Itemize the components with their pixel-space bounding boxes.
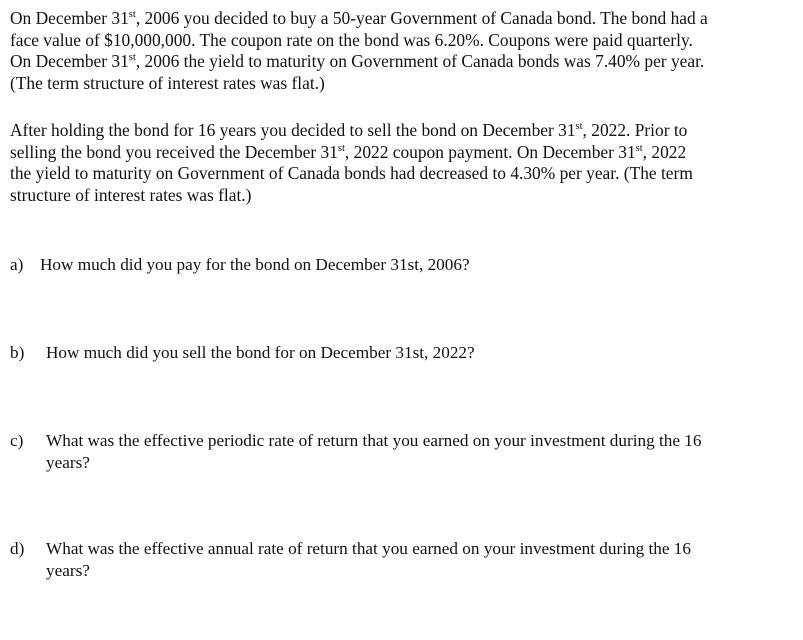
question-a-letter: a) xyxy=(10,255,24,274)
question-a xyxy=(10,254,800,276)
question-d-text xyxy=(46,538,800,582)
question-c-line-1: What was the effective periodic rate of return that you earned on your investment during the 16 xyxy=(46,431,702,450)
paragraph-2-line-2: selling the bond you received the December 31st, 2022 coupon payment. On December 31st, 2022 xyxy=(10,141,687,162)
paragraph-1-line-4: (The term structure of interest rates was flat.) xyxy=(10,72,325,93)
question-d-line-1: What was the effective annual rate of return that you earned on your investment during the 16 xyxy=(46,539,691,558)
question-d-letter: d) xyxy=(10,539,25,558)
question-a-line-1: How much did you pay for the bond on December 31st, 2006? xyxy=(40,255,470,274)
problem-paragraph-1 xyxy=(10,8,800,94)
question-b-line-1: How much did you sell the bond for on December 31st, 2022? xyxy=(46,343,475,362)
question-c-letter: c) xyxy=(10,431,24,450)
question-b-text xyxy=(46,342,800,364)
question-c xyxy=(10,430,800,474)
question-b xyxy=(10,342,800,364)
question-c-line-2: years? xyxy=(46,453,90,472)
question-a-text xyxy=(40,254,800,276)
question-b-letter: b) xyxy=(10,343,25,362)
paragraph-1-line-2: face value of $10,000,000. The coupon rate on the bond was 6.20%. Coupons were paid quarterly. xyxy=(10,29,693,50)
paragraph-1-line-3: On December 31st, 2006 the yield to maturity on Government of Canada bonds was 7.40% per year. xyxy=(10,51,705,71)
paragraph-2-line-3: the yield to maturity on Government of Canada bonds had decreased to 4.30% per year. (The term xyxy=(10,163,693,183)
paragraph-2-line-4: structure of interest rates was flat.) xyxy=(10,184,252,205)
question-c-text xyxy=(46,430,800,474)
problem-paragraph-2 xyxy=(10,120,800,206)
question-d xyxy=(10,538,800,582)
question-d-line-2: years? xyxy=(46,561,90,580)
paragraph-1-line-1: On December 31st, 2006 you decided to buy a 50-year Government of Canada bond. The bond had a xyxy=(10,8,708,28)
paragraph-2-line-1: After holding the bond for 16 years you decided to sell the bond on December 31st, 2022. Prior to xyxy=(10,120,688,140)
